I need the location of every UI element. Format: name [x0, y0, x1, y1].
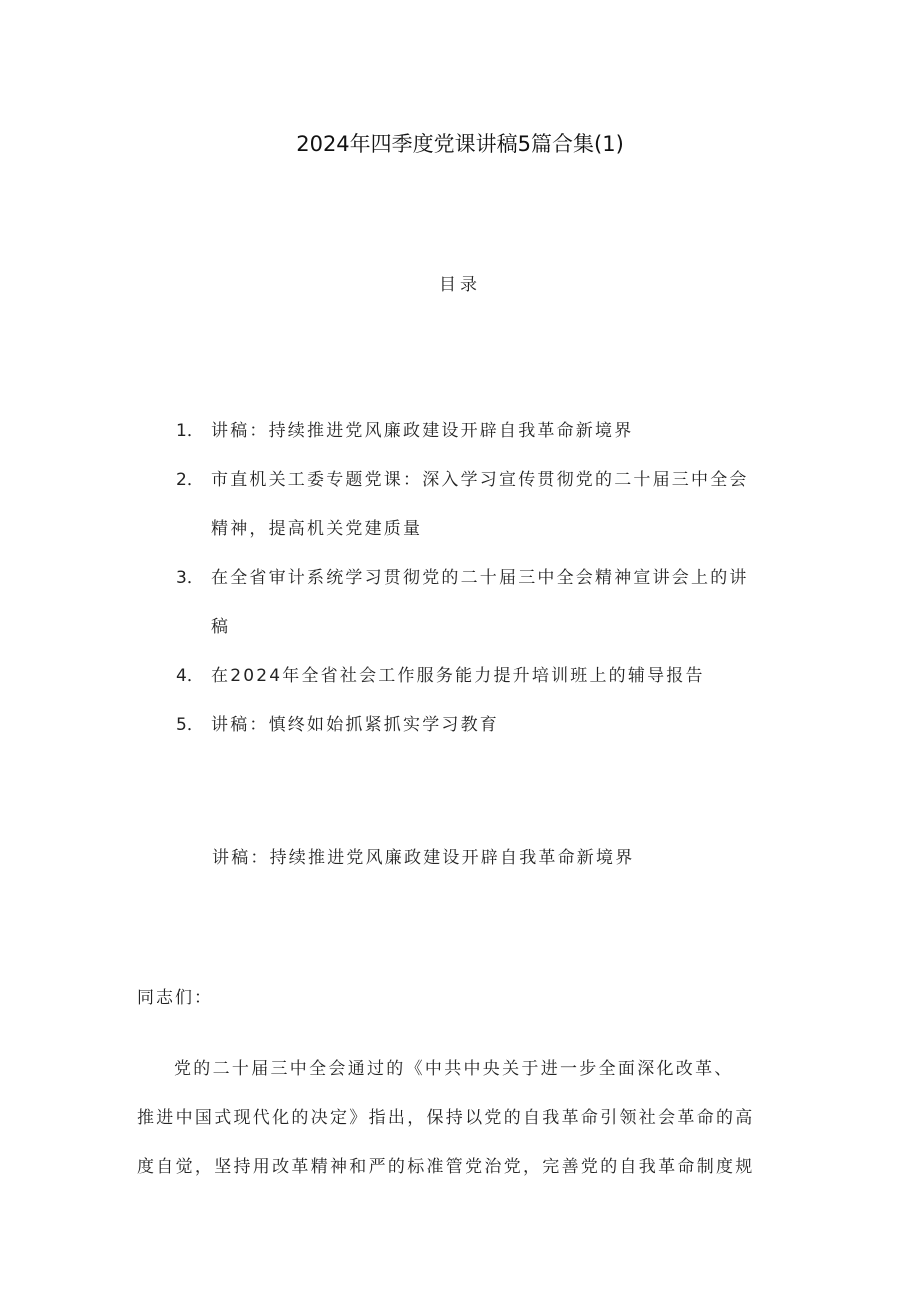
- paragraph-line: 党的二十届三中全会通过的《中共中央关于进一步全面深化改革、: [174, 1059, 734, 1079]
- toc-item-4[interactable]: [176, 652, 786, 701]
- paragraph-line: 推进中国式现代化的决定》指出，保持以党的自我革命引领社会革命的高: [137, 1108, 755, 1128]
- toc-item-text: 市直机关工委专题党课：深入学习宣传贯彻党的二十届三中全会: [211, 470, 749, 490]
- toc-item-3[interactable]: [176, 554, 786, 652]
- toc-item-text: 讲稿：持续推进党风廉政建设开辟自我革命新境界: [211, 421, 634, 441]
- body-paragraph: [137, 1045, 783, 1192]
- toc-item-number: 4．: [176, 666, 204, 686]
- toc-item-number: 3．: [176, 568, 204, 588]
- table-of-contents: [176, 407, 786, 750]
- toc-item-text-continued: 精神，提高机关党建质量: [211, 519, 423, 539]
- toc-item-number: 5．: [176, 715, 204, 735]
- salutation: 同志们：: [137, 988, 213, 1008]
- toc-heading: 目录: [439, 275, 481, 295]
- toc-item-5[interactable]: [176, 701, 786, 750]
- toc-item-number: 2．: [176, 470, 204, 490]
- toc-item-text: 在2024年全省社会工作服务能力提升培训班上的辅导报告: [211, 666, 705, 686]
- toc-item-text: 讲稿：慎终如始抓紧抓实学习教育: [211, 715, 499, 735]
- toc-item-number: 1．: [176, 421, 204, 441]
- toc-item-text: 在全省审计系统学习贯彻党的二十届三中全会精神宣讲会上的讲: [211, 568, 749, 588]
- toc-item-2[interactable]: [176, 456, 786, 554]
- paragraph-line: 度自觉，坚持用改革精神和严的标准管党治党，完善党的自我革命制度规: [137, 1157, 755, 1177]
- toc-item-1[interactable]: [176, 407, 786, 456]
- section-title: 讲稿：持续推进党风廉政建设开辟自我革命新境界: [212, 848, 635, 868]
- toc-item-text-continued: 稿: [211, 617, 231, 637]
- document-title: 2024年四季度党课讲稿5篇合集(1): [296, 132, 624, 156]
